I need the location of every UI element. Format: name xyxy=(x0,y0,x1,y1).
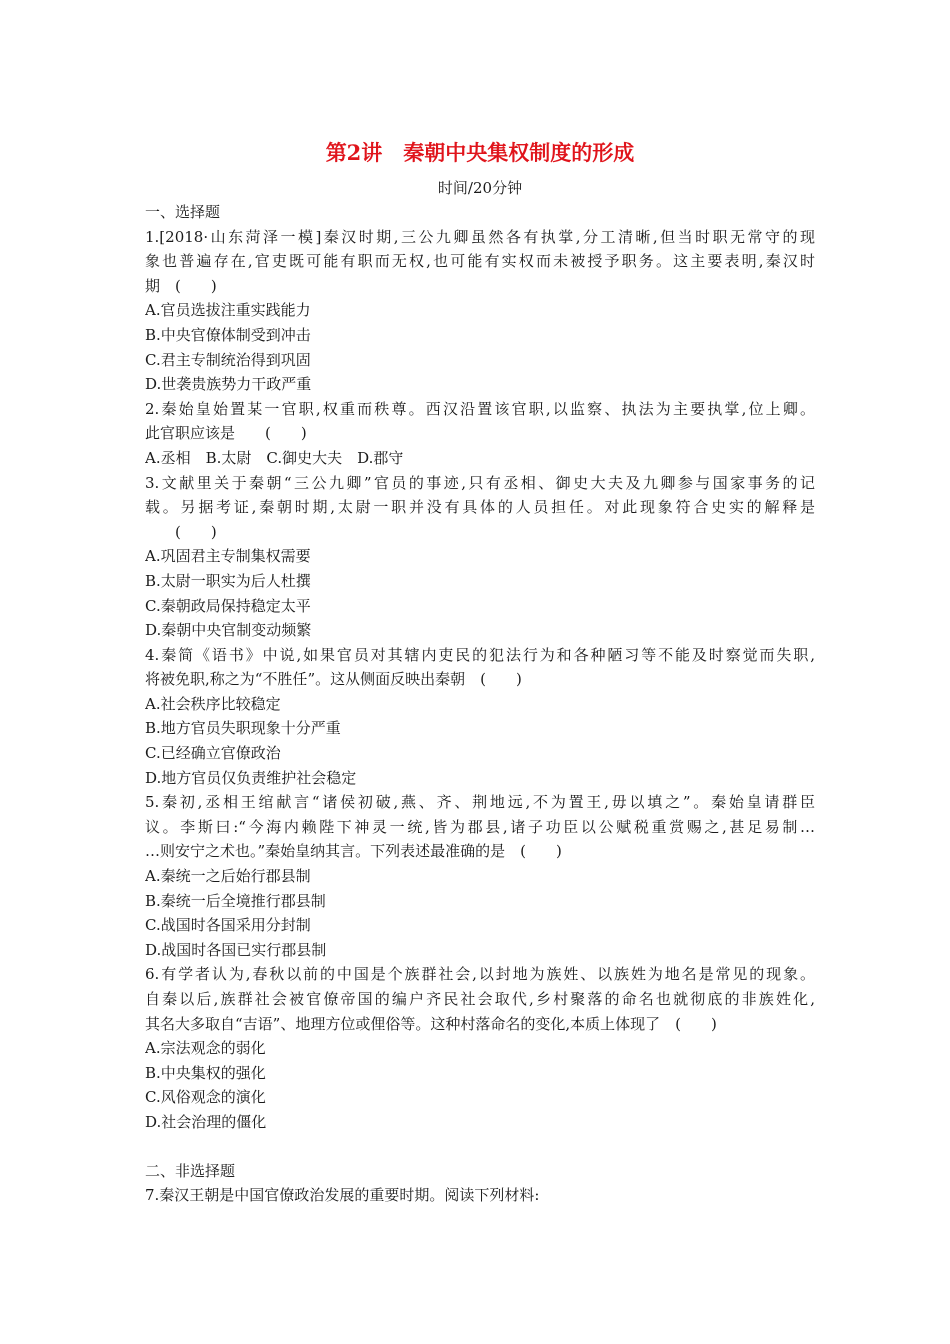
question-6-line-3: 其名大多取自“吉语”、地理方位或俚俗等。这种村落命名的变化,本质上体现了 ( ) xyxy=(145,1014,717,1033)
time-label: 时间/20分钟 xyxy=(437,179,523,197)
question-2 xyxy=(145,397,815,471)
question-6-option-d: D.社会治理的僵化 xyxy=(145,1112,267,1131)
question-6 xyxy=(145,962,815,1134)
question-7-line-1: 7.秦汉王朝是中国官僚政治发展的重要时期。阅读下列材料: xyxy=(145,1186,540,1205)
question-1-line-1: 1.[2018·山东菏泽一模]秦汉时期,三公九卿虽然各有执掌,分工清晰,但当时职无常守的现 xyxy=(145,227,815,246)
document-page xyxy=(145,138,815,1208)
question-5-line-2: 议。李斯曰:“今海内赖陛下神灵一统,皆为郡县,诸子功臣以公赋税重赏赐之,甚足易制… xyxy=(145,817,815,836)
question-6-option-c: C.风俗观念的演化 xyxy=(145,1088,266,1107)
question-6-line-2: 自秦以后,族群社会被官僚帝国的编户齐民社会取代,乡村聚落的命名也就彻底的非族姓化, xyxy=(145,990,815,1008)
question-5-option-c: C.战国时各国采用分封制 xyxy=(145,916,311,935)
section-nonchoice-heading: 二、非选择题 xyxy=(145,1161,236,1180)
question-6-option-a: A.宗法观念的弱化 xyxy=(145,1039,266,1058)
section-choice-heading: 一、选择题 xyxy=(145,203,221,221)
question-3-option-b: B.太尉一职实为后人杜撰 xyxy=(145,571,311,590)
question-3-line-3: ( ) xyxy=(145,522,217,541)
question-5-line-1: 5.秦初,丞相王绾献言“诸侯初破,燕、齐、荆地远,不为置王,毋以填之”。秦始皇请群臣 xyxy=(145,793,815,812)
question-4-option-a: A.社会秩序比较稳定 xyxy=(145,694,281,713)
question-2-line-2: 此官职应该是 ( ) xyxy=(145,424,307,443)
question-7 xyxy=(145,1183,815,1208)
page-title: 第2讲 秦朝中央集权制度的形成 xyxy=(325,140,635,165)
question-5 xyxy=(145,790,815,962)
question-4-line-2: 将被免职,称之为“不胜任”。这从侧面反映出秦朝 ( ) xyxy=(145,670,522,689)
question-1-option-c: C.君主专制统治得到巩固 xyxy=(145,350,311,369)
question-1-line-3: 期 ( ) xyxy=(145,276,217,295)
section-gap xyxy=(145,1135,815,1159)
question-5-option-a: A.秦统一之后始行郡县制 xyxy=(145,867,311,886)
question-5-line-3: …则安宁之术也。”秦始皇纳其言。下列表述最准确的是 ( ) xyxy=(145,842,562,861)
question-5-option-b: B.秦统一后全境推行郡县制 xyxy=(145,891,326,910)
question-2-options: A.丞相 B.太尉 C.御史大夫 D.郡守 xyxy=(145,448,404,467)
question-1 xyxy=(145,225,815,397)
question-3-line-1: 3.文献里关于秦朝“三公九卿”官员的事迹,只有丞相、御史大夫及九卿参与国家事务的记 xyxy=(145,473,815,492)
question-4-option-d: D.地方官员仅负责维护社会稳定 xyxy=(145,768,357,787)
question-6-line-1: 6.有学者认为,春秋以前的中国是个族群社会,以封地为族姓、以族姓为地名是常见的现象。 xyxy=(145,965,815,984)
question-3-option-c: C.秦朝政局保持稳定太平 xyxy=(145,596,311,615)
question-3-option-d: D.秦朝中央官制变动频繁 xyxy=(145,621,312,640)
question-4-line-1: 4.秦简《语书》中说,如果官员对其辖内吏民的犯法行为和各种陋习等不能及时察觉而失职, xyxy=(145,645,815,664)
question-5-option-d: D.战国时各国已实行郡县制 xyxy=(145,940,327,959)
question-1-option-b: B.中央官僚体制受到冲击 xyxy=(145,325,311,344)
question-3 xyxy=(145,471,815,643)
question-4-option-b: B.地方官员失职现象十分严重 xyxy=(145,719,341,738)
question-3-line-2: 载。另据考证,秦朝时期,太尉一职并没有具体的人员担任。对此现象符合史实的解释是 xyxy=(145,498,815,517)
question-1-line-2: 象也普遍存在,官吏既可能有职而无权,也可能有实权而未被授予职务。这主要表明,秦汉时 xyxy=(145,252,815,271)
question-6-option-b: B.中央集权的强化 xyxy=(145,1063,266,1082)
question-4-option-c: C.已经确立官僚政治 xyxy=(145,744,281,763)
question-4 xyxy=(145,643,815,791)
question-1-option-a: A.官员选拔注重实践能力 xyxy=(145,301,311,320)
question-3-option-a: A.巩固君主专制集权需要 xyxy=(145,547,311,566)
question-1-option-d: D.世袭贵族势力干政严重 xyxy=(145,375,312,394)
question-2-line-1: 2.秦始皇始置某一官职,权重而秩尊。西汉沿置该官职,以监察、执法为主要执掌,位上卿。 xyxy=(145,399,815,418)
